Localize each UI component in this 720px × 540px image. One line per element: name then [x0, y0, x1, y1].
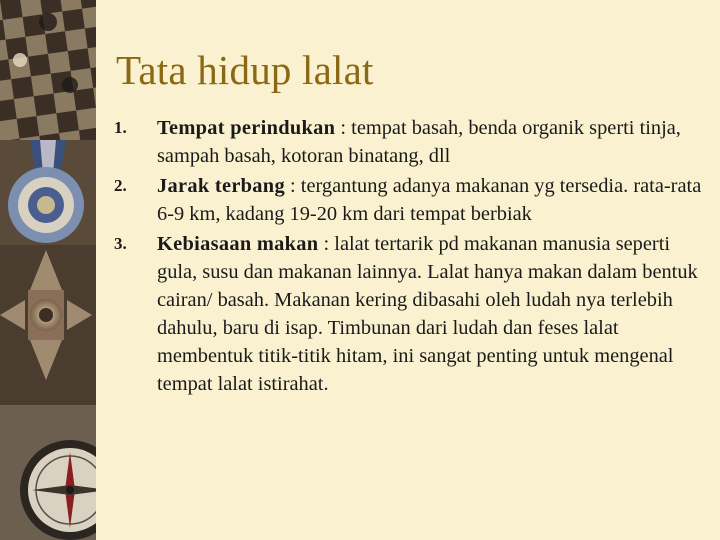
- list-item: [96, 230, 712, 398]
- list-item-number: 2.: [114, 176, 127, 195]
- list-item: [96, 114, 712, 170]
- slide-title: Tata hidup lalat: [116, 47, 374, 93]
- list-item-term: Tempat perindukan: [157, 117, 336, 139]
- decorative-image-strip: [0, 0, 96, 540]
- list-item-term: Jarak terbang: [157, 175, 285, 197]
- list-item: [96, 172, 712, 228]
- list-item-text: : tempat basah, benda organik sperti tinja, sampah basah, kotoran binatang, dll: [157, 117, 681, 167]
- compass-icon: [0, 405, 96, 540]
- slide-content: [96, 0, 720, 540]
- maltese-cross-medal-icon: [0, 245, 96, 410]
- list-item-text: : lalat tertarik pd makanan manusia seperti gula, susu dan makanan lainnya. Lalat hanya makan dalam bentuk cairan/ basah. Makanan kering dibasahi oleh ludah nya terlebih dahulu, baru di isap. Timbunan dari ludah dan feses lalat membentuk titik-titik hitam, ini sangat penting untuk mengenal tempat lalat istirahat.: [157, 233, 698, 395]
- list-item-text: : tergantung adanya makanan yg tersedia. rata-rata 6-9 km, kadang 19-20 km dari tempat berbiak: [157, 175, 702, 225]
- list-item-number: 1.: [114, 118, 127, 137]
- numbered-list: [96, 114, 712, 400]
- medal-ribbon-icon: [0, 140, 96, 260]
- list-item-term: Kebiasaan makan: [157, 233, 319, 255]
- list-item-number: 3.: [114, 234, 127, 253]
